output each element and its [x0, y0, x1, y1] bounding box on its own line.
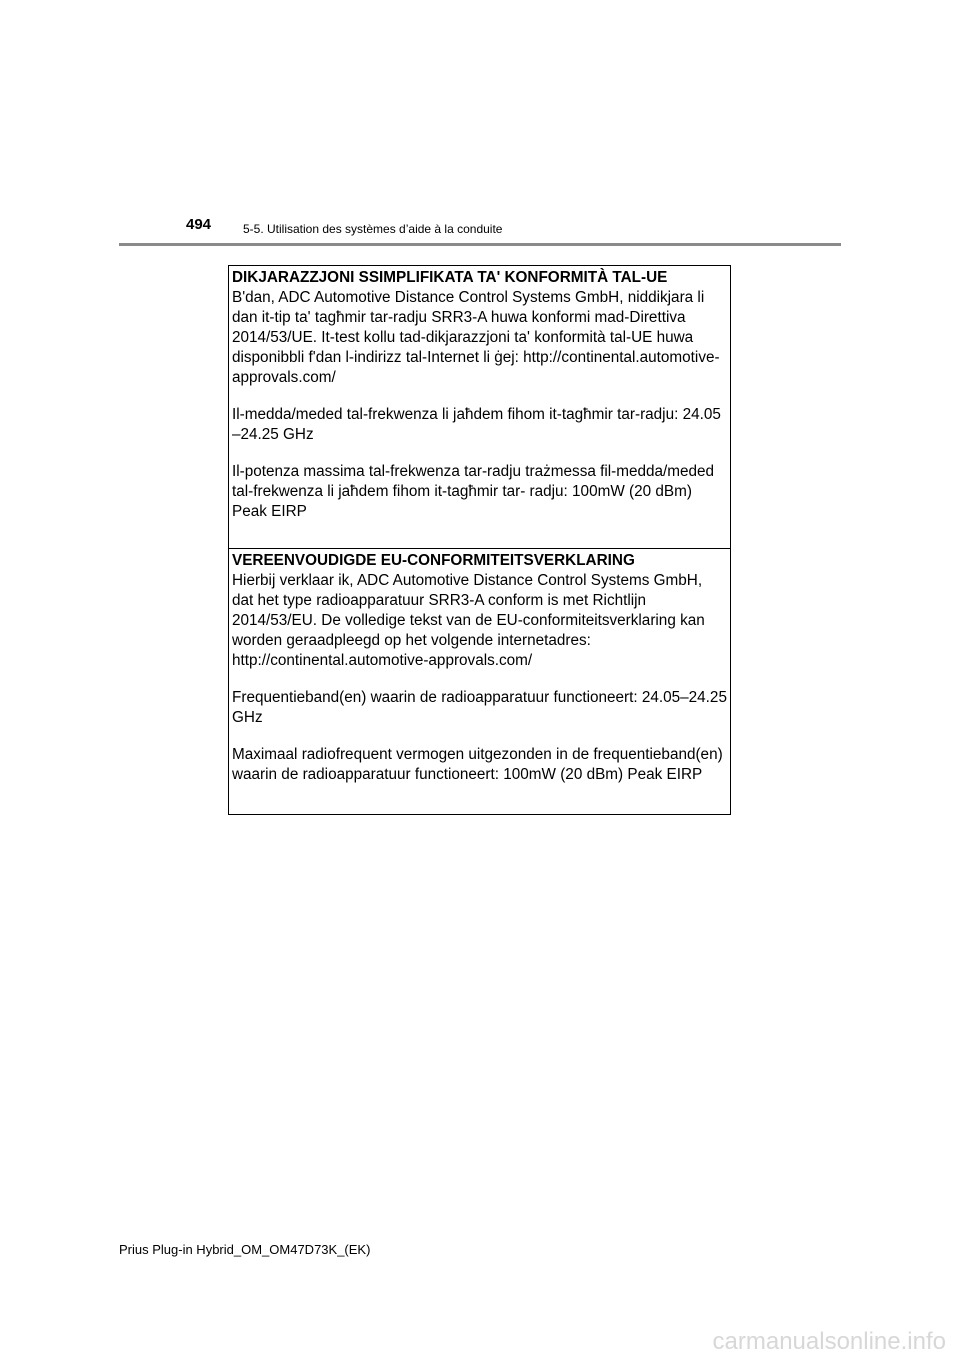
notice-box	[228, 265, 731, 815]
notice-paragraph: Maximaal radiofrequent vermogen uitgezonden in de frequentieband(en) waarin de radioapparatuur functioneert: 100mW (20 dBm) Peak EIRP	[232, 746, 723, 783]
notice-title: DIKJARAZZJONI SSIMPLIFIKATA TA' KONFORMITÀ TAL-UE	[232, 269, 668, 286]
notice-paragraph: B'dan, ADC Automotive Distance Control Systems GmbH, niddikjara li dan it-tip ta' tagħmir tar-radju SRR3-A huwa konformi mad-Direttiva 2014/53/UE. It-test kollu tad-dikjarazzjoni ta' konformità tal-UE huwa disponibbli f'dan l-indirizz tal-Internet li ġej: http://continental.automotive-approvals.com/	[232, 289, 720, 386]
notice-section-maltese	[229, 266, 730, 548]
footer-manual-id: Prius Plug-in Hybrid_OM_OM47D73K_(EK)	[119, 1242, 371, 1257]
watermark: carmanualsonline.info	[712, 1328, 946, 1355]
notice-paragraph: Il-potenza massima tal-frekwenza tar-radju trażmessa fil-medda/meded tal-frekwenza li jaħdem fihom it-tagħmir tar- radju: 100mW (20 dBm) Peak EIRP	[232, 463, 715, 520]
header-rule	[119, 243, 841, 246]
notice-paragraph: Il-medda/meded tal-frekwenza li jaħdem fihom it-tagħmir tar-radju: 24.05 –24.25 GHz	[232, 406, 721, 443]
notice-paragraph: Hierbij verklaar ik, ADC Automotive Distance Control Systems GmbH, dat het type radioapparatuur SRR3-A conform is met Richtlijn 2014/53/EU. De volledige tekst van de EU-conformiteitsverklaring kan worden geraadpleegd op het volgende internetadres: http://continental.automotive-approvals.com/	[232, 572, 705, 669]
page-number: 494	[186, 216, 212, 233]
notice-section-dutch	[229, 548, 730, 814]
notice-paragraph: Frequentieband(en) waarin de radioapparatuur functioneert: 24.05–24.25 GHz	[232, 689, 727, 726]
notice-title: VEREENVOUDIGDE EU-CONFORMITEITSVERKLARING	[232, 552, 635, 569]
section-title: 5-5. Utilisation des systèmes d’aide à la conduite	[243, 222, 503, 236]
